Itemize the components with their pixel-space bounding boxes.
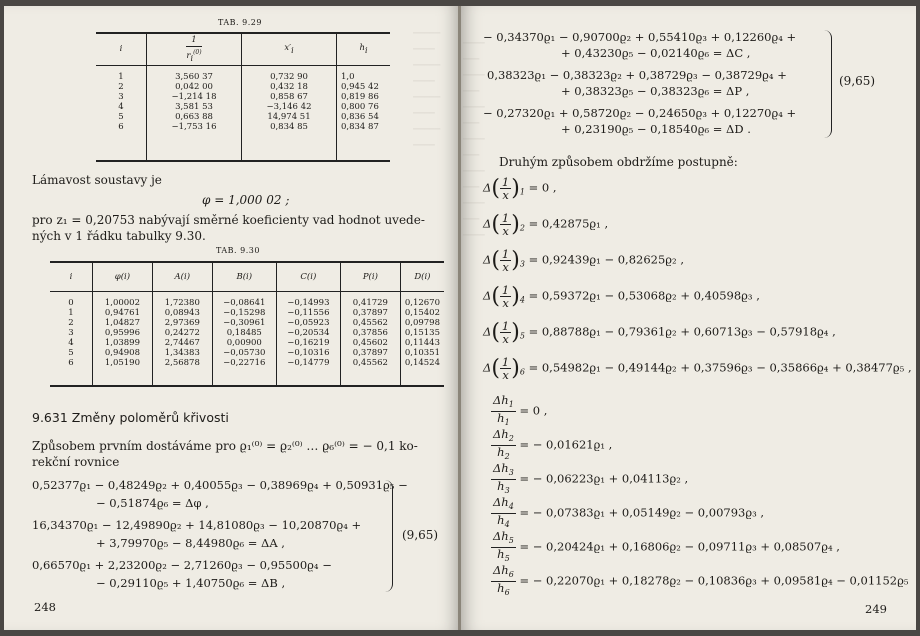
page-right	[461, 6, 916, 630]
text-druhym: Druhým způsobem obdržíme postupně:	[499, 155, 738, 169]
equation-brace	[384, 480, 393, 592]
page-number-left: 248	[34, 600, 56, 614]
table-929-col-x: 0,732 90 0,432 18 0,858 67 −3,146 42 14,974 51 0,834 85	[242, 65, 337, 161]
equation-line: − 0,51874ϱ₆ = Δφ ,	[96, 496, 209, 510]
table-930-col-b: −0,08641 −0,15298 −0,30961 0,18485 0,00900 −0,05730 −0,22716	[212, 292, 276, 386]
bleed-through: ───── ──── ───── ──── ───── ──── ───── ────	[413, 29, 441, 151]
delta-h-rhs: = − 0,22070ϱ₁ + 0,18278ϱ₂ − 0,10836ϱ₃ + 0,09581ϱ₄ − 0,01152ϱ₅	[519, 573, 909, 588]
delta-x-rhs: = 0,92439ϱ₁ − 0,82625ϱ₂ ,	[528, 252, 684, 267]
delta-x-index: 2	[519, 223, 525, 233]
text-korekcni: rekční rovnice	[32, 455, 120, 469]
table-930-col-i: 0 1 2 3 4 5 6	[68, 298, 74, 368]
equation-line: + 0,23190ϱ₅ − 0,18540ϱ₆ = ΔD .	[561, 122, 751, 136]
delta-h-equation: $\frac{\Delta h_6}{h_6}$ = − 0,22070ϱ₁ + 0,18278ϱ₂ − 0,10836ϱ₃ + 0,09581ϱ₄ − 0,01152ϱ₅	[493, 563, 909, 597]
table-929-caption: TAB. 9.29	[218, 18, 262, 27]
phi-equation: φ = 1,000 02 ;	[202, 193, 290, 207]
delta-h-equation: $\frac{\Delta h_5}{h_5}$ = − 0,20424ϱ₁ + 0,16806ϱ₂ − 0,09711ϱ₃ + 0,08507ϱ₄ ,	[493, 529, 840, 563]
delta-x-index: 3	[519, 259, 525, 269]
delta-x-index: 1	[519, 187, 525, 197]
delta-x-index: 4	[519, 295, 525, 305]
delta-x-rhs: = 0,88788ϱ₁ − 0,79361ϱ₂ + 0,60713ϱ₃ − 0,57918ϱ₄ ,	[528, 324, 836, 339]
table-930-header-b: B(i)	[212, 262, 276, 292]
bleed-through: ──── ─── ──── ─── ──── ─── ──── ─── ──── ─── ──── ─── ────	[463, 39, 485, 241]
table-930-header-d: D(i)	[400, 262, 444, 292]
page-left	[4, 6, 459, 630]
equation-brace	[823, 30, 832, 138]
equation-line: + 0,43230ϱ₅ − 0,02140ϱ₆ = ΔC ,	[561, 46, 751, 60]
table-930-header-p: P(i)	[340, 262, 400, 292]
delta-h-equation: $\frac{\Delta h_4}{h_4}$ = − 0,07383ϱ₁ + 0,05149ϱ₂ − 0,00793ϱ₃ ,	[493, 495, 765, 529]
equation-line: − 0,29110ϱ₅ + 1,40750ϱ₆ = ΔB ,	[96, 576, 286, 590]
equation-line: − 0,34370ϱ₁ − 0,90700ϱ₂ + 0,55410ϱ₃ + 0,12260ϱ₄ +	[483, 30, 797, 44]
table-929-col-i: 1 2 3 4 5 6	[118, 71, 124, 132]
delta-h-equation: $\frac{\Delta h_3}{h_3}$ = − 0,06223ϱ₁ + 0,04113ϱ₂ ,	[493, 461, 689, 495]
equation-line: 16,34370ϱ₁ − 12,49890ϱ₂ + 14,81080ϱ₃ − 10,20870ϱ₄ +	[32, 518, 362, 532]
table-930-caption: TAB. 9.30	[216, 246, 260, 255]
equation-line: − 0,27320ϱ₁ + 0,58720ϱ₂ − 0,24650ϱ₃ + 0,12270ϱ₄ +	[483, 106, 797, 120]
delta-x-rhs: = 0 ,	[528, 180, 557, 195]
table-930-col-p: 0,41729 0,37897 0,45562 0,37856 0,45602 0,37897 0,45562	[340, 292, 400, 386]
equation-line: + 3,79970ϱ₅ − 8,44980ϱ₆ = ΔA ,	[96, 536, 285, 550]
table-930-header-i: i	[50, 262, 92, 292]
delta-h-rhs: = 0 ,	[519, 403, 548, 418]
delta-h-rhs: = − 0,20424ϱ₁ + 0,16806ϱ₂ − 0,09711ϱ₃ + 0,08507ϱ₄ ,	[519, 539, 840, 554]
equation-number: (9,65)	[839, 74, 876, 88]
page-number-right: 249	[865, 602, 887, 616]
equation-line: 0,52377ϱ₁ − 0,48249ϱ₂ + 0,40055ϱ₃ − 0,38969ϱ₄ + 0,50931ϱ₅ −	[32, 478, 408, 492]
table-930-col-phi: 1,00002 0,94761 1,04827 0,95996 1,03899 0,94908 1,05190	[92, 292, 152, 386]
delta-x-equation: Δ( $\frac{1}{x}$ )$_5 = 0,88788ϱ_1 - 0,79361ϱ_2 + 0,60713ϱ_3 - 0,57918ϱ_4$ ,	[483, 319, 836, 346]
table-929-col-h: 1,0 0,945 42 0,819 86 0,800 76 0,836 54 0,834 87	[337, 65, 391, 161]
delta-x-equation: Δ( $\frac{1}{x}$ )$_4 = 0,59372ϱ_1 - 0,53068ϱ_2 + 0,40598ϱ_3$ ,	[483, 283, 760, 310]
text-lamavost: Lámavost soustavy je	[32, 173, 162, 187]
delta-x-equation: Δ( $\frac{1}{x}$ )$_2 = 0,42875ϱ_1$ ,	[483, 211, 609, 238]
delta-x-equation: Δ( $\frac{1}{x}$ )$_3 = 0,92439ϱ_1 - 0,82625ϱ_2$ ,	[483, 247, 684, 274]
table-929	[96, 32, 390, 162]
delta-x-equation: Δ( $\frac{1}{x}$ )$_1 = 0$ ,	[483, 175, 557, 202]
section-heading: 9.631 Změny poloměrů křivosti	[32, 410, 229, 425]
table-930	[50, 261, 444, 387]
table-930-col-a: 1,72380 0,08943 2,97369 0,24272 2,74467 1,34383 2,56878	[152, 292, 212, 386]
delta-x-rhs: = 0,54982ϱ₁ − 0,49144ϱ₂ + 0,37596ϱ₃ − 0,35866ϱ₄ + 0,38477ϱ₅ ,	[528, 360, 912, 375]
table-929-header-h: hi	[337, 33, 391, 65]
table-929-col-r: 3,560 37 0,042 00 −1,214 18 3,581 53 0,663 88 −1,753 16	[147, 65, 242, 161]
delta-x-rhs: = 0,42875ϱ₁ ,	[528, 216, 609, 231]
equation-line: + 0,38323ϱ₅ − 0,38323ϱ₆ = ΔP ,	[561, 84, 750, 98]
equation-number: (9,65)	[402, 528, 439, 542]
table-929-header-x: x′i	[242, 33, 337, 65]
delta-h-equation: $\frac{\Delta h_1}{h_1}$ = 0 ,	[493, 393, 548, 427]
delta-h-rhs: = − 0,01621ϱ₁ ,	[519, 437, 613, 452]
delta-x-index: 6	[519, 367, 525, 377]
table-930-header-c: C(i)	[276, 262, 340, 292]
text-tabulky: ných v 1 řádku tabulky 9.30.	[32, 229, 206, 243]
delta-h-rhs: = − 0,06223ϱ₁ + 0,04113ϱ₂ ,	[519, 471, 689, 486]
delta-x-equation: Δ( $\frac{1}{x}$ )$_6 = 0,54982ϱ_1 - 0,49144ϱ_2 + 0,37596ϱ_3 - 0,35866ϱ_4 + 0,38477ϱ_5$ ,	[483, 355, 912, 382]
delta-h-equation: $\frac{\Delta h_2}{h_2}$ = − 0,01621ϱ₁ ,	[493, 427, 613, 461]
table-930-header-a: A(i)	[152, 262, 212, 292]
delta-x-index: 5	[519, 331, 525, 341]
text-zpusobem: Způsobem prvním dostáváme pro ϱ₁⁽⁰⁾ = ϱ₂⁽⁰⁾ … ϱ₆⁽⁰⁾ = − 0,1 ko-	[32, 439, 418, 453]
table-930-header-phi: φ(i)	[92, 262, 152, 292]
table-930-col-c: −0,14993 −0,11556 −0,05923 −0,20534 −0,16219 −0,10316 −0,14779	[276, 292, 340, 386]
equation-line: 0,66570ϱ₁ + 2,23200ϱ₂ − 2,71260ϱ₃ − 0,95500ϱ₄ −	[32, 558, 332, 572]
delta-x-rhs: = 0,59372ϱ₁ − 0,53068ϱ₂ + 0,40598ϱ₃ ,	[528, 288, 760, 303]
text-pro-z1: pro z₁ = 0,20753 nabývají směrné koeficienty vad hodnot uvede-	[32, 213, 425, 227]
equation-line: 0,38323ϱ₁ − 0,38323ϱ₂ + 0,38729ϱ₃ − 0,38729ϱ₄ +	[487, 68, 787, 82]
table-929-header-r: $\frac{1}{ri^{(0)}}$	[147, 33, 242, 65]
table-930-col-d: 0,12670 0,15402 0,09798 0,15135 0,11443 0,10351 0,14524	[400, 292, 444, 386]
delta-h-rhs: = − 0,07383ϱ₁ + 0,05149ϱ₂ − 0,00793ϱ₃ ,	[519, 505, 765, 520]
table-929-header-i: i	[96, 33, 147, 65]
